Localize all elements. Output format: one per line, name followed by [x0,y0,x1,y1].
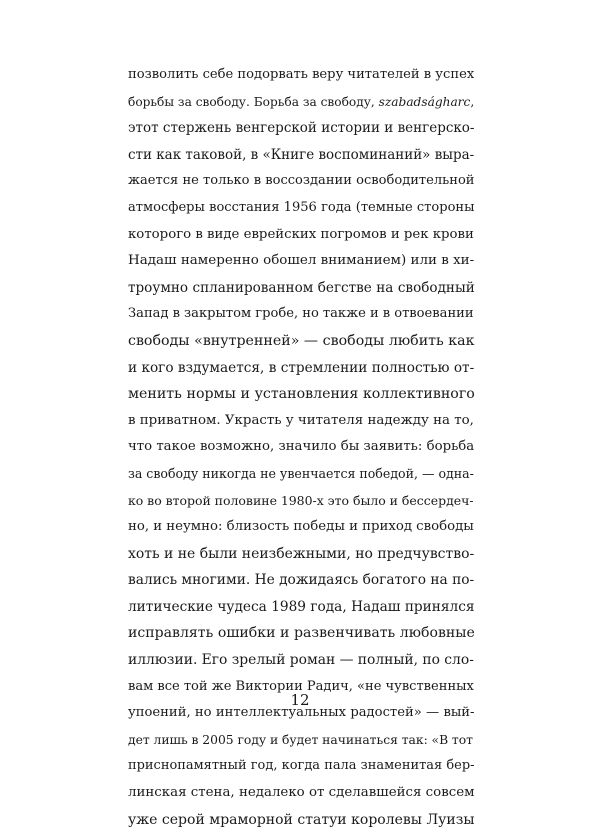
text-line: упоений, но интеллектуальных радостей» — вый- [128,705,475,721]
text-line: вам все той же Виктории Радич, «не чувственных [128,678,474,694]
text-line: в приватном. Украсть у читателя надежду на то, [128,412,474,428]
text-line: этот стержень венгерской истории и венгерско- [128,120,475,137]
text-line: вались многими. Не дожидаясь богатого на по- [128,572,475,589]
text-line [128,89,476,116]
text-line: исправлять ошибки и развенчивать любовные [128,625,475,642]
text-line: но, и неумно: близость победы и приход свободы [128,519,474,535]
page-number: 12 [290,691,310,709]
text-line: троумно спланированном бегстве на свободный [128,279,475,296]
text-line: свободы «внутренней» — свободы любить как [128,332,475,349]
text-line: дет лишь в 2005 году и будет начинаться так: «В тот [128,732,473,747]
text-line: за свободу никогда не увенчается победой, — одна- [128,465,474,481]
text-fragment: борьбы за свободу. Борьба за свободу, szabadságharc, [128,94,475,109]
text-line: уже серой мраморной статуи королевы Луизы [128,811,475,828]
text-line: ко во второй половине 1980-х это было и бессердеч- [128,492,474,508]
text-line: позволить себе подорвать веру читателей в успех [128,67,475,82]
text-line: линская стена, недалеко от сделавшейся совсем [128,785,475,801]
text-line: литические чудеса 1989 года, Надаш принялся [128,598,475,615]
text-line: и кого вздумается, в стремлении полностью от- [128,359,475,376]
text-line: которого в виде еврейских погромов и рек крови [128,226,474,242]
text-line: жается не только в воссоздании освободительной [128,173,475,189]
text-line: приснопамятный год, когда пала знаменитая бер- [128,758,475,774]
text-line: Надаш намеренно обошел вниманием) или в хи- [128,253,475,269]
italic-term: szabadságharc [378,94,471,109]
text-line: менить нормы и установления коллективного [128,386,475,403]
text-line: сти как таковой, в «Книге воспоминаний» выра- [128,146,475,163]
body-text [128,62,476,833]
text-line: иллюзии. Его зрелый роман — полный, по сло- [128,652,474,669]
text-line: что такое возможно, значило бы заявить: борьба [128,439,475,455]
text-line: атмосферы восстания 1956 года (темные стороны [128,199,475,215]
text-line: хоть и не были неизбежными, но предчувство- [128,545,475,562]
text-line: Запад в закрытом гробе, но также и в отвоевании [128,306,474,322]
